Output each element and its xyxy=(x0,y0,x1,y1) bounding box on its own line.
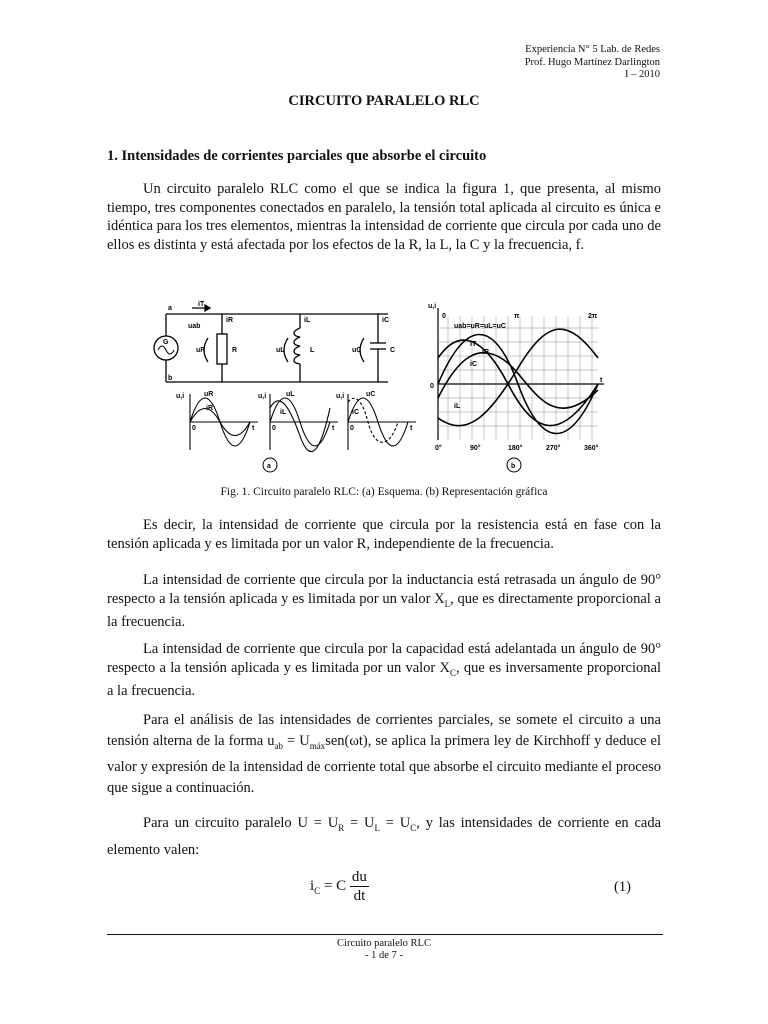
ul-label: uL xyxy=(276,347,285,354)
graph-zero: 0 xyxy=(430,383,434,390)
paragraph-resistance: Es decir, la intensidad de corriente que circula por la resistencia está en fase con la tensión aplicada y es limitada por un valor R, independiente de la frecuencia. xyxy=(107,517,661,552)
p5-before: Para el análisis de las intensidades de corrientes parciales, se somete el circuito a una tensión alterna de la forma xyxy=(107,712,661,749)
p6-s3: C xyxy=(410,822,417,833)
mini-l-u: uL xyxy=(286,391,295,398)
graph-ir: iR xyxy=(482,349,489,356)
circuit-labels xyxy=(163,301,395,382)
mini-plot-r xyxy=(176,391,258,450)
paragraph-inductance xyxy=(107,571,661,631)
graph-t: t xyxy=(600,377,603,384)
eq1-denominator: dt xyxy=(353,888,366,904)
page-header xyxy=(525,44,660,82)
ir-label: iR xyxy=(226,317,233,324)
eq1-numerator: du xyxy=(351,869,367,885)
document-title: CIRCUITO PARALELO RLC xyxy=(288,93,480,109)
graph-ic: iC xyxy=(470,361,477,368)
ic-label: iC xyxy=(382,317,389,324)
graph-curves xyxy=(438,329,598,433)
p5-eq-U-sub: máx xyxy=(309,740,326,751)
graph-top-0: 0 xyxy=(442,313,446,320)
figure-caption: Fig. 1. Circuito paralelo RLC: (a) Esquema. (b) Representación gráfica xyxy=(220,486,548,498)
paragraph-intro: Un circuito paralelo RLC como el que se indica la figura 1, que presenta, al mismo tiempo, tres componentes conectados en paralelo, la tensión total aplicada al circuito es única e idéntica para los tres elementos, mientras la intensidad de corriente que circula por cada uno de ellos es distinta y está afectada por los efectos de la R, la L, la C y la frecuencia, f. xyxy=(107,181,661,253)
p6-s1: R xyxy=(338,822,345,833)
eq1-lhs-sub: C xyxy=(314,885,321,896)
header-professor: Prof. Hugo Martínez Darlington xyxy=(524,56,660,68)
l-label: L xyxy=(310,347,315,354)
mini-r-u: uR xyxy=(204,391,214,398)
p6-s2: L xyxy=(374,822,380,833)
p6-u: U = U xyxy=(297,815,339,831)
figure-1-drawing xyxy=(148,298,628,478)
waveform-graph xyxy=(428,303,604,452)
eq1-lhs: i xyxy=(310,877,315,894)
mini-plot-c xyxy=(336,391,416,450)
p3-sub: L xyxy=(444,598,451,609)
graph-il: iL xyxy=(454,403,461,410)
graph-axis-label: u,i xyxy=(428,303,437,310)
p3-before: La intensidad de corriente que circula por la inductancia está retrasada un ángulo de 90° respecto a la tensión aplicada y es limitada por un valor X xyxy=(107,572,661,607)
uc-label: uC xyxy=(352,347,362,354)
mini-c-axis: u,i xyxy=(336,393,345,400)
mini-l-axis: u,i xyxy=(258,393,267,400)
mini-plot-l xyxy=(258,391,338,452)
figure-label-a xyxy=(263,458,277,472)
footer-title: Circuito paralelo RLC xyxy=(337,938,431,949)
header-term: I – 2010 xyxy=(625,69,660,80)
figure-1 xyxy=(148,298,628,483)
p6-before: Para un circuito paralelo xyxy=(143,815,298,831)
p3-after: , que es directamente proporcional a la frecuencia. xyxy=(107,590,661,630)
graph-tick-360: 360° xyxy=(584,445,599,452)
graph-top-2pi: 2π xyxy=(588,313,598,320)
footer-page-number: - 1 de 7 - xyxy=(365,950,403,961)
graph-legend: uab=uR=uL=uC xyxy=(454,323,506,330)
uab-label: uab xyxy=(188,323,201,330)
p5-eq-u-sub: ab xyxy=(274,740,283,751)
header-course: Experiencia N° 5 Lab. de Redes xyxy=(525,44,660,55)
mini-c-i: iC xyxy=(352,409,359,416)
graph-tick-180: 180° xyxy=(508,445,523,452)
graph-tick-90: 90° xyxy=(470,445,481,452)
footer-divider xyxy=(107,934,663,935)
mini-r-zero: 0 xyxy=(192,425,196,432)
paragraph-capacitance xyxy=(107,640,661,700)
node-a-label: a xyxy=(168,305,172,312)
mini-l-t: t xyxy=(332,425,335,432)
eq1-fraction xyxy=(350,868,369,905)
paragraph-analysis xyxy=(107,710,661,799)
graph-top-pi: π xyxy=(514,313,520,320)
mini-c-u: uC xyxy=(366,391,376,398)
p4-sub: C xyxy=(449,667,456,678)
circuit-schematic xyxy=(154,305,388,382)
page-footer xyxy=(0,938,768,962)
p5-eq-mid: = U xyxy=(282,733,310,749)
figure-label-b-text: b xyxy=(511,463,516,470)
p6-m1: = U xyxy=(344,815,375,831)
p6-m2: = U xyxy=(379,815,411,831)
p4-after: , que es inversamente proporcional a la frecuencia. xyxy=(107,659,661,699)
source-label: G xyxy=(163,339,169,346)
p5-after: , se aplica la primera ley de Kirchhoff y deduce el valor y expresión de la intensidad de corriente total que absorbe el circuito mediante el proceso que sigue a continuación. xyxy=(107,733,661,796)
ur-label: uR xyxy=(196,347,206,354)
node-b-label: b xyxy=(168,375,173,382)
it-label: iT xyxy=(198,301,205,308)
graph-tick-0: 0° xyxy=(435,445,442,452)
mini-l-i: iL xyxy=(280,409,287,416)
c-label: C xyxy=(390,347,396,354)
r-label: R xyxy=(232,347,238,354)
eq1-mid: = C xyxy=(320,877,347,894)
graph-it: iT xyxy=(470,341,477,348)
mini-c-t: t xyxy=(410,425,413,432)
equation-number: (1) xyxy=(614,879,631,895)
p5-eq-sen: sen xyxy=(325,733,345,749)
mini-r-axis: u,i xyxy=(176,393,185,400)
p6-after: , y las intensidades de corriente en cada elemento valen: xyxy=(107,815,662,858)
p5-eq-arg: (ωt) xyxy=(344,733,368,749)
mini-c-zero: 0 xyxy=(350,425,354,432)
p5-eq-u: u xyxy=(267,733,275,749)
graph-tick-270: 270° xyxy=(546,445,561,452)
il-label: iL xyxy=(304,317,311,324)
mini-r-i: iR xyxy=(206,405,213,412)
paragraph-parallel xyxy=(107,812,661,861)
section-heading: 1. Intensidades de corrientes parciales que absorbe el circuito xyxy=(107,148,487,164)
figure-label-b xyxy=(507,458,521,472)
mini-l-zero: 0 xyxy=(272,425,276,432)
figure-label-a-text: a xyxy=(267,463,271,470)
p4-before: La intensidad de corriente que circula por la capacidad está adelantada un ángulo de 90° respecto a la tensión aplicada y es limitada por un valor X xyxy=(107,641,661,676)
equation-1 xyxy=(310,868,369,905)
mini-r-t: t xyxy=(252,425,255,432)
